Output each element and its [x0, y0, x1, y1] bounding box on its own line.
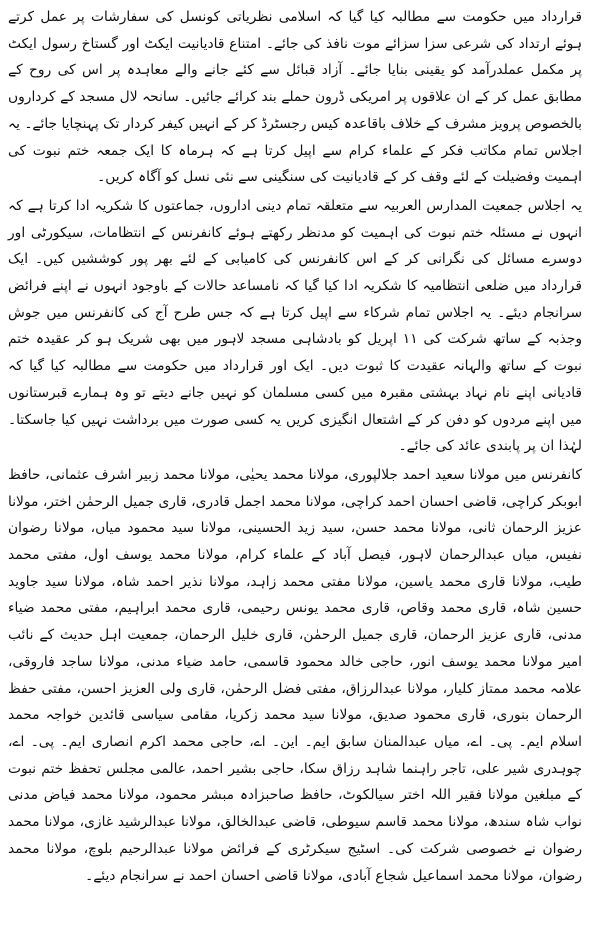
- acknowledgements-paragraph: یہ اجلاس جمعیت المدارس العربیہ سے متعلقہ تمام دینی اداروں، جماعتوں کا شکریہ ادا کرتا ہے کہ انہوں نے مسئلہ ختم نبوت کی اہمیت کو مدنظر رکھتے ہوئے کانفرنس کے انتظامات، سیکورٹی اور دوسرے مسائل کی نگرانی کر کے اس کانفرنس کی کامیابی کے لئے بھر پور کوششیں کیں۔ ایک قرارداد میں ضلعی انتظامیہ کا شکریہ ادا کیا گیا کہ نامساعد حالات کے باوجود انہوں نے اپنے فرائض سرانجام دیئے۔ یہ اجلاس تمام شرکاء سے اپیل کرتا ہے کہ جس طرح آج کی کانفرنس میں جوش وجذبہ کے ساتھ شرکت کی ۱۱ اپریل کو بادشاہی مسجد لاہور میں بھی شریک ہو کر عقیدہ ختم نبوت کے ساتھ والہانہ عقیدت کا ثبوت دیں۔ ایک اور قرارداد میں حکومت سے مطالبہ کیا گیا کہ قادیانی اپنے نام نہاد بہشتی مقبرہ میں کسی مسلمان کو نہیں جانے دیتے تو وہ ہمارے قبرستانوں میں اپنے مردوں کو دفن کر کے اشتعال انگیزی کریں یہ کسی صورت میں برداشت نہیں کیا جاسکتا۔ لہٰذا ان پر پابندی عائد کی جائے۔: [8, 197, 583, 455]
- participants-paragraph: کانفرنس میں مولانا سعید احمد جلالپوری، مولانا محمد یحیٰی، مولانا محمد زبیر اشرف عثمانی، حافظ ابوبکر کراچی، قاضی احسان احمد کراچی، مولانا محمد اجمل قادری، قاری جمیل الرحمٰن اختر، مولانا عزیز الرحمان ثانی، مولانا محمد حسن، سید زید الحسینی، مولانا سید محمود میاں، مولانا رضوان نفیس، میاں عبدالرحمان لاہور، فیصل آباد کے علماء کرام، مولانا محمد یوسف اول، مفتی محمد طیب، مولانا قاری محمد یاسین، مولانا مفتی محمد زاہد، مولانا نذیر احمد شاہ، مولانا سید جاوید حسین شاہ، قاری محمد وقاص، قاری محمد یونس رحیمی، قاری محمد ابراہیم، مفتی محمد ضیاء مدنی، قاری عزیز الرحمان، قاری جمیل الرحمٰن، قاری خلیل الرحمان، جمعیت اہل حدیث کے نائب امیر مولانا محمد یوسف انور، حاجی خالد محمود قاسمی، حامد ضیاء مدنی، مولانا ساجد فاروقی، علامہ محمد ممتاز کلیار، مولانا عبدالرزاق، مفتی فضل الرحمٰن، قاری ولی العزیز احسن، مفتی حفظ الرحمان بنوری، قاری محمود صدیق، مولانا سید محمد زکریا، مقامی سیاسی قائدین خواجہ محمد اسلام ایم۔ پی۔ اے، میاں عبدالمنان سابق ایم۔ این۔ اے، حاجی محمد اکرم انصاری ایم۔ پی۔ اے، چوہدری شیر علی، تاجر راہنما شاہد رزاق سکا، حاجی بشیر احمد، عالمی مجلس تحفظ ختم نبوت کے مبلغین مولانا فقیر اللہ اختر سیالکوٹ، حافظ صاحبزادہ مبشر محمود، مولانا محمد فیاض مدنی نواب شاہ سندھ، مولانا محمد قاسم سیوطی، قاضی عبدالخالق، مولانا عبدالرشید غازی، مولانا محمد رضوان نے خصوصی شرکت کی۔ اسٹیج سیکرٹری کے فرائض مولانا عبدالرحیم بلوچ، مولانا محمد رضوان، مولانا محمد اسماعیل شجاع آبادی، مولانا قاضی احسان احمد نے سرانجام دیئے۔: [8, 466, 582, 884]
- resolution-demands-paragraph: قرارداد میں حکومت سے مطالبہ کیا گیا کہ اسلامی نظریاتی کونسل کی سفارشات پر عمل کرتے ہوئے ارتداد کی شرعی سزا سزائے موت نافذ کی جائے۔ امتناع قادیانیت ایکٹ اور گستاخ رسول ایکٹ پر مکمل عملدرآمد کو یقینی بنایا جائے۔ آزاد قبائل سے کئے جانے والے معاہدہ پر اس کی روح کے مطابق عمل کر کے ان علاقوں پر امریکی ڈرون حملے بند کرائے جائیں۔ سانحہ لال مسجد کے کرداروں بالخصوص پرویز مشرف کے خلاف باقاعدہ کیس رجسٹرڈ کر کے انہیں کیفر کردار تک پہنچایا جائے۔ یہ اجلاس تمام مکاتب فکر کے علماء کرام سے اپیل کرتا ہے کہ ہرماہ کا ایک جمعہ ختم نبوت کی اہمیت وفضیلت کے لئے وقف کر کے قادیانیت کی سنگینی سے نئی نسل کو آگاہ کریں۔: [8, 9, 582, 186]
